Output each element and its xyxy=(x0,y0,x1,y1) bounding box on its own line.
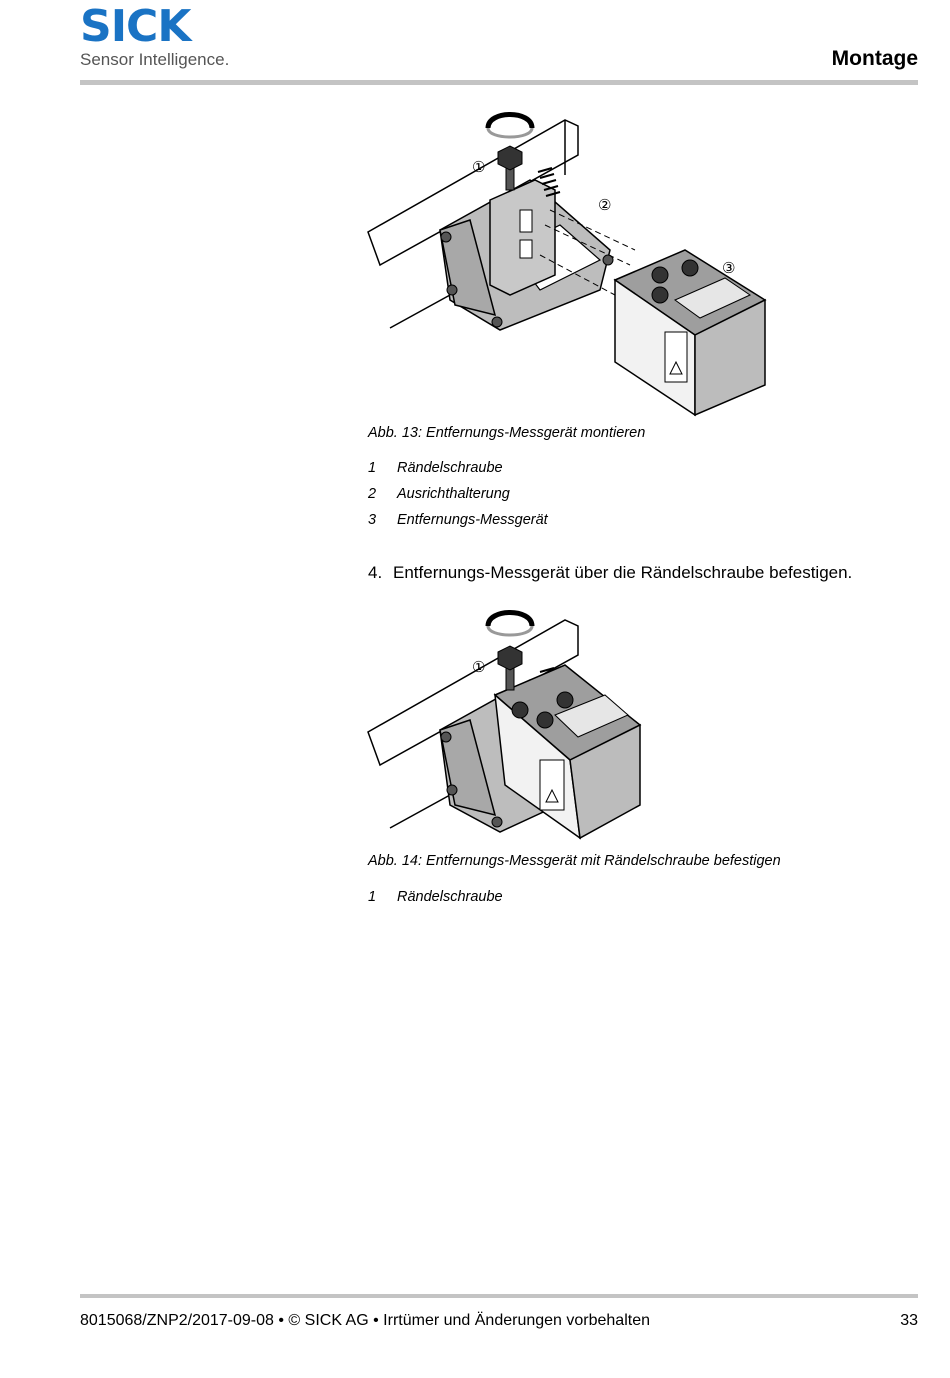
section-title: Montage xyxy=(831,47,918,70)
figure-13-illustration xyxy=(360,100,780,420)
callout-3: ③ xyxy=(722,259,736,277)
header-divider xyxy=(80,80,918,85)
figure-13-legend xyxy=(368,459,548,537)
legend-label: Entfernungs-Messgerät xyxy=(397,512,548,528)
legend-label: Ausrichthalterung xyxy=(397,486,510,502)
legend-item xyxy=(368,511,548,537)
legend-number: 1 xyxy=(368,889,377,905)
callout-1: ① xyxy=(472,158,486,176)
figure-13-caption: Abb. 13: Entfernungs-Messgerät montieren xyxy=(368,425,646,441)
figure-14-caption: Abb. 14: Entfernungs-Messgerät mit Rändelschraube befestigen xyxy=(368,853,781,869)
legend-number: 2 xyxy=(368,486,377,502)
instruction-step xyxy=(368,562,852,584)
legend-item xyxy=(368,485,548,511)
callout-2: ② xyxy=(598,196,612,214)
sick-logo: SICK xyxy=(80,1,191,52)
legend-number: 3 xyxy=(368,512,377,528)
callout-1: ① xyxy=(472,658,486,676)
step-number: 4. xyxy=(368,563,383,582)
legend-label: Rändelschraube xyxy=(397,460,503,476)
footer-divider xyxy=(80,1294,918,1298)
legend-item xyxy=(368,459,548,485)
legend-label: Rändelschraube xyxy=(397,889,503,905)
footer-doc-info: 8015068/ZNP2/2017-09-08 • © SICK AG • Irrtümer und Änderungen vorbehalten xyxy=(80,1312,650,1329)
step-text: Entfernungs-Messgerät über die Rändelschraube befestigen. xyxy=(393,563,853,582)
page-number: 33 xyxy=(900,1312,918,1329)
legend-number: 1 xyxy=(368,460,377,476)
figure-14-illustration xyxy=(360,600,660,845)
legend-item xyxy=(368,888,503,914)
logo-tagline: Sensor Intelligence. xyxy=(80,50,230,69)
figure-14-legend xyxy=(368,888,503,914)
